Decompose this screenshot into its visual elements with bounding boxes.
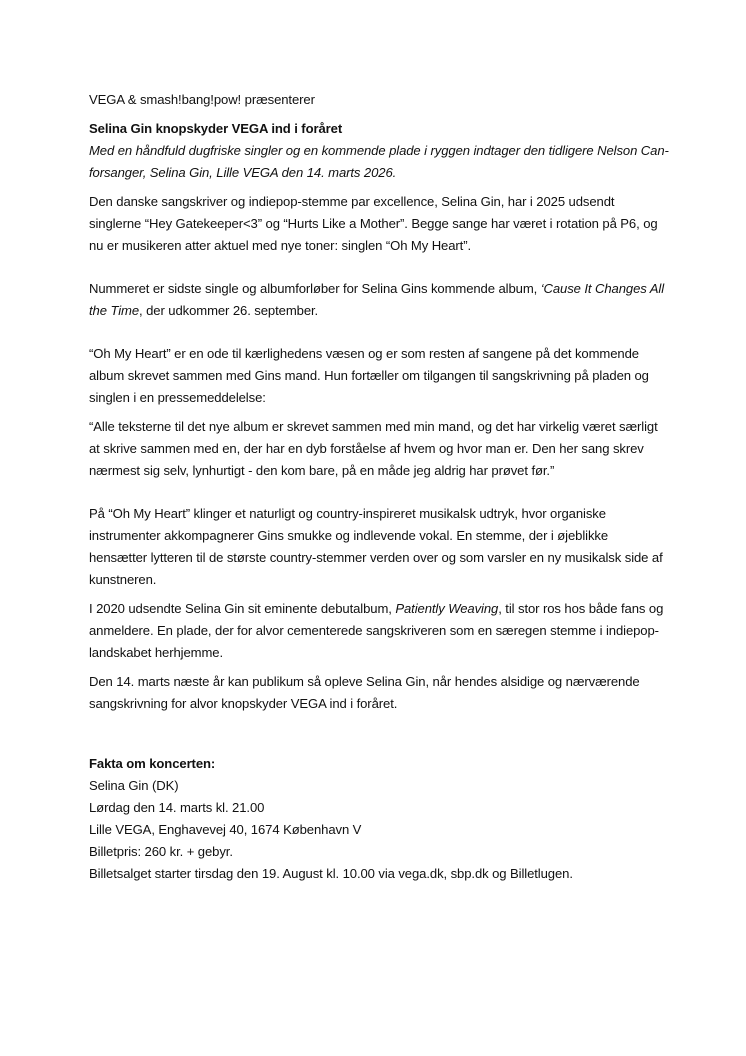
facts-ticket-sale: Billetsalget starter tirsdag den 19. August kl. 10.00 via vega.dk, sbp.dk og Billetlugen. <box>89 866 573 881</box>
paragraph-debut <box>89 598 669 664</box>
paragraph-debut-text-after: , til stor ros hos både fans og anmeldere. En plade, der for alvor cementerede sangskriveren som en særegen stemme i indiepop-landskabet herhjemme. <box>89 601 664 660</box>
facts-title: Fakta om koncerten: <box>89 756 216 771</box>
paragraph-album-text-before: Nummeret er sidste single og albumforløber for Selina Gins kommende album, <box>89 281 541 296</box>
paragraph-sound: På “Oh My Heart” klinger et naturligt og country-inspireret musikalsk udtryk, hvor organiske instrumenter akkompagnerer Gins smukke og indlevende vokal. En stemme, der i øjeblikke hensætter lytteren til de største country-stemmer verden over og som varsler en ny musikalsk side af kunstneren. <box>89 506 663 587</box>
press-release <box>89 89 669 885</box>
paragraph-debut-text-before: I 2020 udsendte Selina Gin sit eminente debutalbum, <box>89 601 396 616</box>
facts-venue: Lille VEGA, Enghavevej 40, 1674 København V <box>89 822 362 837</box>
headline: Selina Gin knopskyder VEGA ind i foråret <box>89 121 343 136</box>
quote-paragraph: “Alle teksterne til det nye album er skrevet sammen med min mand, og det har virkelig været særligt at skrive sammen med en, der har en dyb forståelse af hvem og hvor man er. Den her sang skrev nærmest sig selv, lynhurtigt - den kom bare, på en måde jeg aldrig har prøvet før.” <box>89 419 658 478</box>
presenter-line: VEGA & smash!bang!pow! præsenterer <box>89 92 315 107</box>
paragraph-singles: Den danske sangskriver og indiepop-stemme par excellence, Selina Gin, har i 2025 udsendt singlerne “Hey Gatekeeper<3” og “Hurts Like a Mother”. Begge sange har været i rotation på P6, og nu er musikeren atter aktuel med nye toner: singlen “Oh My Heart”. <box>89 194 658 253</box>
paragraph-album <box>89 278 669 322</box>
facts-price: Billetpris: 260 kr. + gebyr. <box>89 844 233 859</box>
intro-paragraph: Med en håndfuld dugfriske singler og en kommende plade i ryggen indtager den tidligere Nelson Can-forsanger, Selina Gin, Lille VEGA den 14. marts 2026. <box>89 143 669 180</box>
album-title-cause: ‘Cause It Changes All the Time <box>89 281 665 318</box>
paragraph-ode: “Oh My Heart” er en ode til kærlighedens væsen og er som resten af sangene på det kommende album skrevet sammen med Gins mand. Hun fortæller om tilgangen til sangskrivning på pladen og singlen i en pressemeddelelse: <box>89 346 649 405</box>
paragraph-album-text-after: , der udkommer 26. september. <box>139 303 319 318</box>
facts-artist: Selina Gin (DK) <box>89 778 179 793</box>
album-title-patiently-weaving: Patiently Weaving <box>395 601 499 616</box>
paragraph-closing: Den 14. marts næste år kan publikum så opleve Selina Gin, når hendes alsidige og nærværende sangskrivning for alvor knopskyder VEGA ind i foråret. <box>89 674 640 711</box>
facts-date: Lørdag den 14. marts kl. 21.00 <box>89 800 265 815</box>
